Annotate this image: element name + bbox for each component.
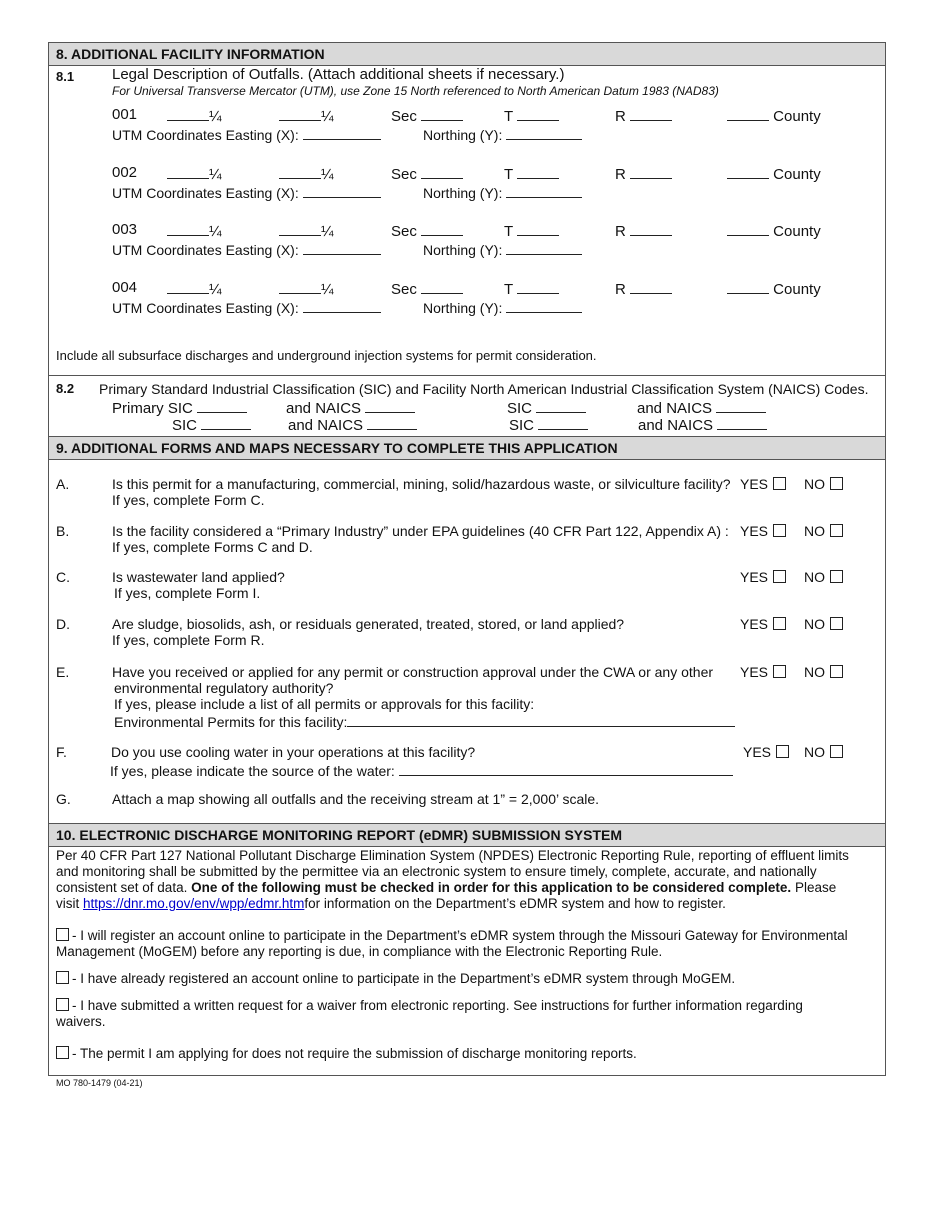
county-field[interactable] [727,106,769,121]
outfall-number: 004 [112,279,138,296]
yes-label: YES [740,569,769,585]
county-field[interactable] [727,279,769,294]
edmr-option-4-checkbox[interactable] [56,1046,69,1059]
quarter-label: ¼ [209,108,222,125]
no-label: NO [804,476,825,492]
quarter-label: ¼ [321,166,334,183]
easting-label: UTM Coordinates Easting (X): [112,185,299,201]
northing-label: Northing (Y): [423,185,503,201]
no-label: NO [804,523,825,539]
r-field[interactable] [630,221,672,236]
t-field[interactable] [517,164,559,179]
county-label: County [773,223,821,240]
r-field[interactable] [630,164,672,179]
naics-field[interactable] [367,415,417,430]
t-label: T [504,166,513,183]
item-a-letter: A. [56,476,70,492]
quarter-label: ¼ [209,281,222,298]
naics-label: and NAICS [286,400,362,417]
northing-field[interactable] [506,183,582,198]
item-e-permits-label: Environmental Permits for this facility: [114,714,348,730]
item-d-no-checkbox[interactable] [830,617,843,630]
t-label: T [504,223,513,240]
item-c-letter: C. [56,569,70,585]
edmr-option-3: - I have submitted a written request for a waiver from electronic reporting. See instructions for further information regarding [72,998,803,1013]
section-9-header: 9. ADDITIONAL FORMS AND MAPS NECESSARY TO COMPLETE THIS APPLICATION [49,437,885,459]
item-e-no-checkbox[interactable] [830,665,843,678]
r-field[interactable] [630,279,672,294]
t-label: T [504,108,513,125]
form-id: MO 780-1479 (04-21) [56,1078,143,1088]
form-frame [48,42,886,1076]
northing-label: Northing (Y): [423,127,503,143]
naics-field[interactable] [716,398,766,413]
easting-field[interactable] [303,183,381,198]
item-f-yes-checkbox[interactable] [776,745,789,758]
item-a-yes-checkbox[interactable] [773,477,786,490]
no-label: NO [804,664,825,680]
sec-label: Sec [391,108,417,125]
section-8-1-title: Legal Description of Outfalls. (Attach additional sheets if necessary.) [112,66,565,83]
quarter-field[interactable] [279,164,321,179]
item-e-question-2: environmental regulatory authority? [114,680,334,696]
sec-field[interactable] [421,106,463,121]
edmr-intro-2: and monitoring shall be submitted by the permittee via an electronic system to ensure timely, complete, accurate, and nationally [56,864,817,879]
r-label: R [615,108,626,125]
item-e-question: Have you received or applied for any permit or construction approval under the CWA or any other [112,664,714,680]
county-label: County [773,108,821,125]
t-label: T [504,281,513,298]
item-b-no-checkbox[interactable] [830,524,843,537]
primary-sic-label: Primary SIC [112,400,193,417]
outfall-number: 001 [112,106,138,123]
r-field[interactable] [630,106,672,121]
item-e-permits-field[interactable] [347,712,735,727]
sic-field[interactable] [538,415,588,430]
easting-field[interactable] [303,298,381,313]
edmr-option-2: - I have already registered an account online to participate in the Department’s eDMR system through MoGEM. [72,971,736,986]
northing-field[interactable] [506,240,582,255]
item-b-sub: If yes, complete Forms C and D. [112,539,313,555]
sic-field[interactable] [536,398,586,413]
yes-label: YES [740,664,769,680]
naics-label: and NAICS [637,400,713,417]
naics-field[interactable] [365,398,415,413]
edmr-option-1-cont: Management (MoGEM) before any reporting is due, in compliance with the Electronic Reporting Rule. [56,944,663,959]
section-8-1-subtitle: For Universal Transverse Mercator (UTM), use Zone 15 North referenced to North American Datum 1983 (NAD83) [112,84,719,98]
quarter-field[interactable] [279,279,321,294]
item-e-letter: E. [56,664,70,680]
easting-label: UTM Coordinates Easting (X): [112,127,299,143]
r-label: R [615,223,626,240]
quarter-label: ¼ [209,223,222,240]
no-label: NO [804,616,825,632]
quarter-field[interactable] [167,164,209,179]
edmr-option-1-checkbox[interactable] [56,928,69,941]
item-d-yes-checkbox[interactable] [773,617,786,630]
sec-label: Sec [391,166,417,183]
item-f-sub: If yes, please indicate the source of the water: [110,763,395,779]
northing-field[interactable] [506,298,582,313]
section-8-2-text: Primary Standard Industrial Classification (SIC) and Facility North American Industrial Classification System (NAICS) Codes. [99,381,869,397]
item-a-no-checkbox[interactable] [830,477,843,490]
item-d-letter: D. [56,616,70,632]
t-field[interactable] [517,279,559,294]
edmr-required-note: One of the following must be checked in order for this application to be considered complete. [191,880,792,895]
sec-label: Sec [391,223,417,240]
item-c-question: Is wastewater land applied? [112,569,285,585]
item-b-yes-checkbox[interactable] [773,524,786,537]
outfall-number: 002 [112,164,138,181]
edmr-intro-3a: consistent set of data. [56,880,188,895]
t-field[interactable] [517,221,559,236]
northing-label: Northing (Y): [423,242,503,258]
quarter-field[interactable] [167,279,209,294]
quarter-field[interactable] [167,106,209,121]
yes-label: YES [743,744,772,760]
quarter-label: ¼ [321,281,334,298]
section-8-1-number: 8.1 [56,69,75,84]
edmr-intro-4a: visit [56,896,80,911]
primary-sic-field[interactable] [197,398,247,413]
item-f-no-checkbox[interactable] [830,745,843,758]
item-b-letter: B. [56,523,70,539]
easting-label: UTM Coordinates Easting (X): [112,300,299,316]
edmr-option-3-checkbox[interactable] [56,998,69,1011]
quarter-label: ¼ [321,108,334,125]
outfall-row [112,106,137,123]
edmr-option-4: - The permit I am applying for does not require the submission of discharge monitoring reports. [72,1046,637,1061]
sec-field[interactable] [421,164,463,179]
item-f-source-field[interactable] [399,761,733,776]
r-label: R [615,281,626,298]
no-label: NO [804,569,825,585]
northing-label: Northing (Y): [423,300,503,316]
easting-label: UTM Coordinates Easting (X): [112,242,299,258]
section-10-header: 10. ELECTRONIC DISCHARGE MONITORING REPORT (eDMR) SUBMISSION SYSTEM [49,824,885,846]
edmr-option-2-checkbox[interactable] [56,971,69,984]
county-label: County [773,281,821,298]
item-c-yes-checkbox[interactable] [773,570,786,583]
edmr-intro-1: Per 40 CFR Part 127 National Pollutant Discharge Elimination System (NPDES) Electronic Reporting Rule, reporting of effluent limits [56,848,849,863]
no-label: NO [804,744,825,760]
easting-field[interactable] [303,125,381,140]
sic-field[interactable] [201,415,251,430]
item-f-letter: F. [56,744,67,760]
item-d-sub: If yes, complete Form R. [112,632,265,648]
quarter-label: ¼ [321,223,334,240]
county-field[interactable] [727,221,769,236]
quarter-field[interactable] [279,221,321,236]
item-c-no-checkbox[interactable] [830,570,843,583]
sic-label: SIC [509,417,535,434]
quarter-field[interactable] [167,221,209,236]
northing-field[interactable] [506,125,582,140]
sec-field[interactable] [421,279,463,294]
sec-label: Sec [391,281,417,298]
sec-field[interactable] [421,221,463,236]
item-d-question: Are sludge, biosolids, ash, or residuals generated, treated, stored, or land applied? [112,616,625,632]
easting-field[interactable] [303,240,381,255]
yes-label: YES [740,476,769,492]
t-field[interactable] [517,106,559,121]
county-field[interactable] [727,164,769,179]
item-f-question: Do you use cooling water in your operations at this facility? [111,744,476,760]
edmr-link[interactable]: https://dnr.mo.gov/env/wpp/edmr.htm [83,896,305,911]
county-label: County [773,166,821,183]
edmr-option-1: - I will register an account online to participate in the Department’s eDMR system through the Missouri Gateway for Environmental [72,928,848,943]
item-b-question: Is the facility considered a “Primary Industry” under EPA guidelines (40 CFR Part 122, Appendix A) : [112,523,729,539]
sic-label: SIC [507,400,533,417]
item-g-question: Attach a map showing all outfalls and the receiving stream at 1” = 2,000’ scale. [112,791,600,807]
yes-label: YES [740,616,769,632]
item-g-letter: G. [56,791,71,807]
item-a-question: Is this permit for a manufacturing, commercial, mining, solid/hazardous waste, or silviculture facility? [112,476,731,492]
naics-label: and NAICS [638,417,714,434]
edmr-option-3-cont: waivers. [56,1014,106,1029]
section-8-2-number: 8.2 [56,381,75,396]
naics-field[interactable] [717,415,767,430]
naics-label: and NAICS [288,417,364,434]
item-e-question-3: If yes, please include a list of all permits or approvals for this facility: [114,696,535,712]
edmr-intro-4b: for information on the Department’s eDMR system and how to register. [304,896,726,911]
item-e-yes-checkbox[interactable] [773,665,786,678]
subsurface-note: Include all subsurface discharges and underground injection systems for permit consideration. [56,348,597,363]
sic-label: SIC [172,417,198,434]
item-c-sub: If yes, complete Form I. [114,585,261,601]
outfall-number: 003 [112,221,138,238]
quarter-label: ¼ [209,166,222,183]
section-8-header: 8. ADDITIONAL FACILITY INFORMATION [49,43,885,65]
item-a-sub: If yes, complete Form C. [112,492,265,508]
yes-label: YES [740,523,769,539]
edmr-intro-3c: Please [794,880,837,895]
r-label: R [615,166,626,183]
quarter-field[interactable] [279,106,321,121]
